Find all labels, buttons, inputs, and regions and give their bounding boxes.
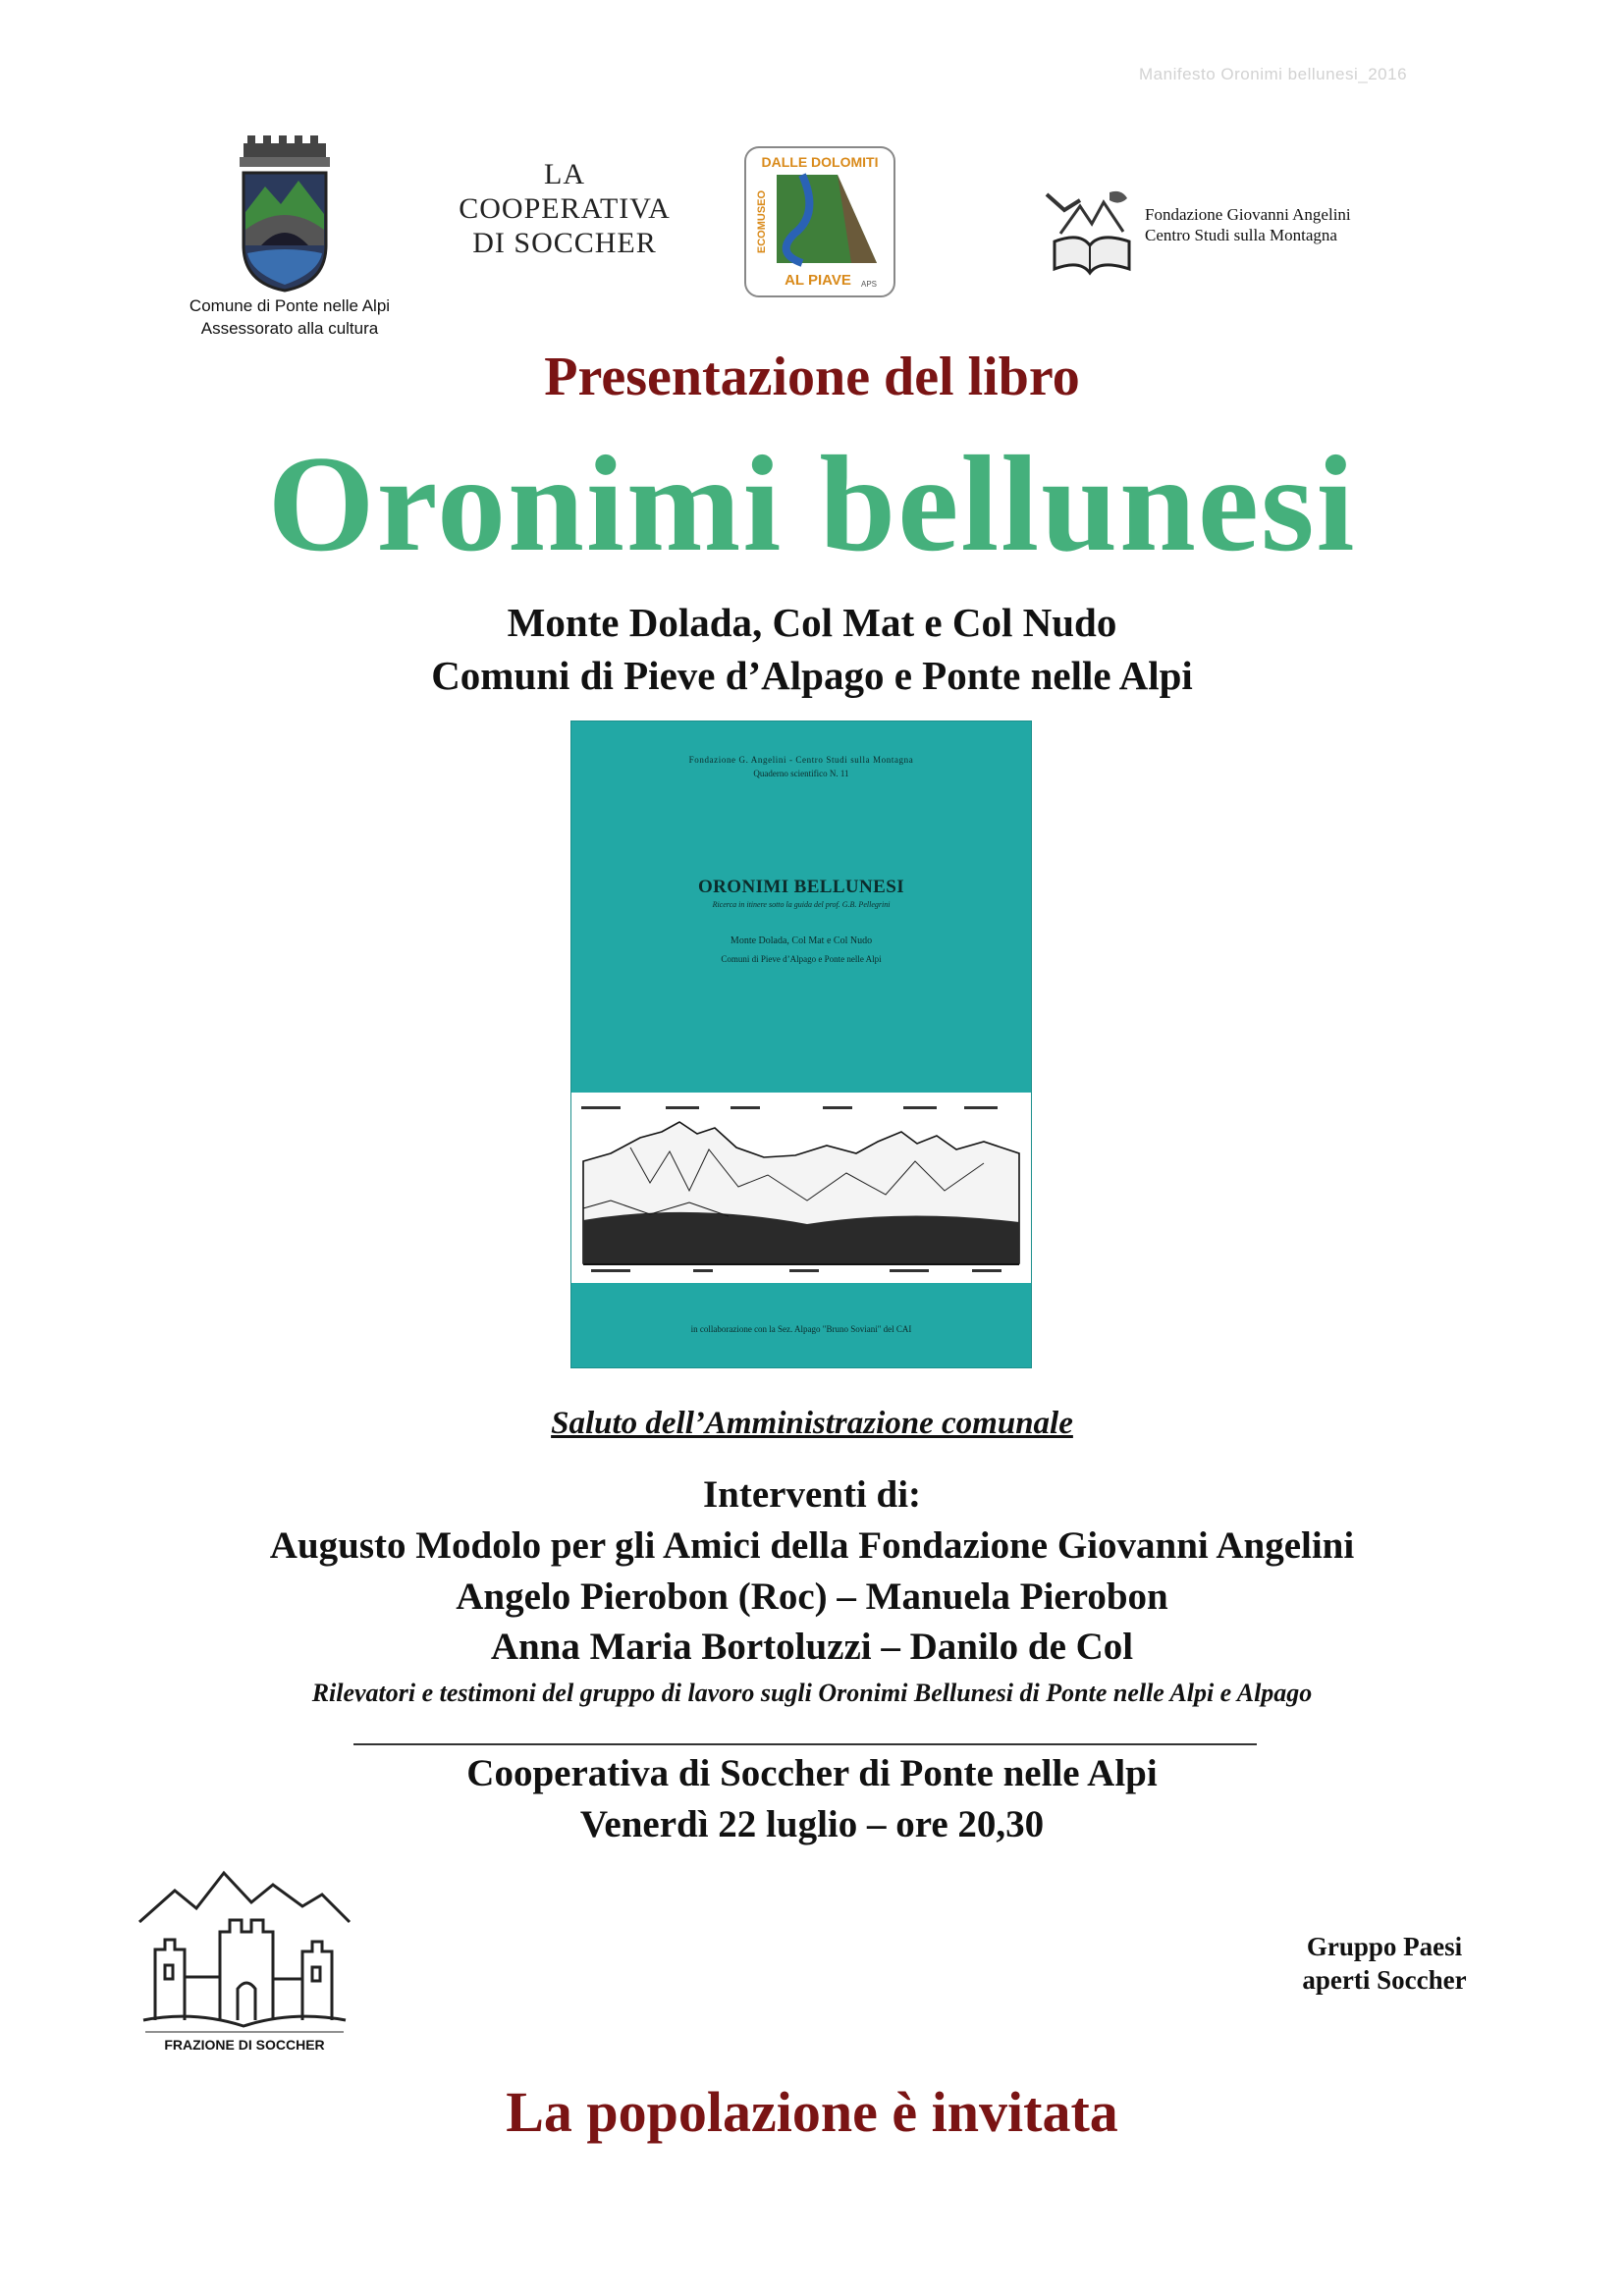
gruppo-line2: aperti Soccher — [1302, 1965, 1467, 1995]
presentazione-heading: Presentazione del libro — [544, 347, 1080, 407]
cooperativa-logo — [417, 157, 712, 260]
speaker-line3: Anna Maria Bortoluzzi – Danilo de Col — [490, 1626, 1134, 1668]
coop-line1: LA — [544, 158, 585, 190]
ecomuseo-side-text: ECOMUSEO — [756, 189, 768, 254]
comune-caption — [147, 294, 432, 340]
speaker-line2: Angelo Pierobon (Roc) – Manuela Pierobon — [456, 1575, 1168, 1618]
fondazione-angelini-logo — [1041, 185, 1141, 279]
book-cover-header1: Fondazione G. Angelini - Centro Studi sulla Montagna — [688, 755, 914, 765]
fondazione-angelini-text — [1145, 204, 1400, 245]
subtitle-line2: Comuni di Pieve d’Alpago e Ponte nelle Alpi — [431, 653, 1193, 698]
watermark-text: Manifesto Oronimi bellunesi_2016 — [1139, 65, 1408, 83]
event-venue: Cooperativa di Soccher di Ponte nelle Alpi — [466, 1752, 1158, 1794]
book-cover-footer: in collaborazione con la Sez. Alpago "Bruno Soviani" del CAI — [690, 1324, 912, 1334]
angelini-line2: Centro Studi sulla Montagna — [1145, 226, 1337, 244]
ecomuseo-top-text: DALLE DOLOMITI — [761, 154, 879, 170]
comune-coat-of-arms-logo — [234, 135, 336, 293]
coop-line2: COOPERATIVA — [459, 192, 671, 225]
main-title: Oronimi bellunesi — [267, 428, 1357, 580]
interventi-heading: Interventi di: — [702, 1473, 922, 1516]
book-cover-comuni: Comuni di Pieve d’Alpago e Ponte nelle Alpi — [721, 954, 882, 964]
event-date: Venerdì 22 luglio – ore 20,30 — [579, 1803, 1045, 1845]
rilevatori-note: Rilevatori e testimoni del gruppo di lavoro sugli Oronimi Bellunesi di Ponte nelle Alpi e Alpago — [311, 1679, 1313, 1707]
speaker-line1: Augusto Modolo per gli Amici della Fondazione Giovanni Angelini — [269, 1524, 1355, 1567]
gruppo-line1: Gruppo Paesi — [1306, 1932, 1463, 1961]
book-cover-header2: Quaderno scientifico N. 11 — [753, 769, 849, 778]
comune-caption-line2: Assessorato alla cultura — [200, 319, 379, 338]
divider-line — [353, 1743, 1257, 1745]
gruppo-paesi-text — [1276, 1930, 1492, 1997]
ecomuseo-logo — [743, 145, 896, 298]
ecomuseo-aps-text: APS — [860, 280, 878, 289]
comune-caption-line1: Comune di Ponte nelle Alpi — [189, 296, 391, 315]
soccher-logo-label: FRAZIONE DI SOCCHER — [164, 2037, 325, 2053]
saluto-line: Saluto dell’Amministrazione comunale — [551, 1406, 1073, 1441]
ecomuseo-bottom-text: AL PIAVE — [785, 272, 851, 289]
book-cover-subtitle: Ricerca in itinere sotto la guida del prof. G.B. Pellegrini — [712, 900, 891, 909]
book-cover-places: Monte Dolada, Col Mat e Col Nudo — [730, 935, 873, 946]
book-cover-image — [571, 721, 1031, 1367]
book-cover-title: ORONIMI BELLUNESI — [697, 877, 905, 897]
book-cover-mountain-panorama — [571, 1093, 1031, 1283]
frazione-soccher-logo — [135, 1863, 353, 2061]
invitation-line: La popolazione è invitata — [506, 2080, 1118, 2144]
coop-line3: DI SOCCHER — [472, 227, 657, 259]
subtitle-line1: Monte Dolada, Col Mat e Col Nudo — [507, 600, 1117, 645]
angelini-line1: Fondazione Giovanni Angelini — [1145, 205, 1351, 224]
